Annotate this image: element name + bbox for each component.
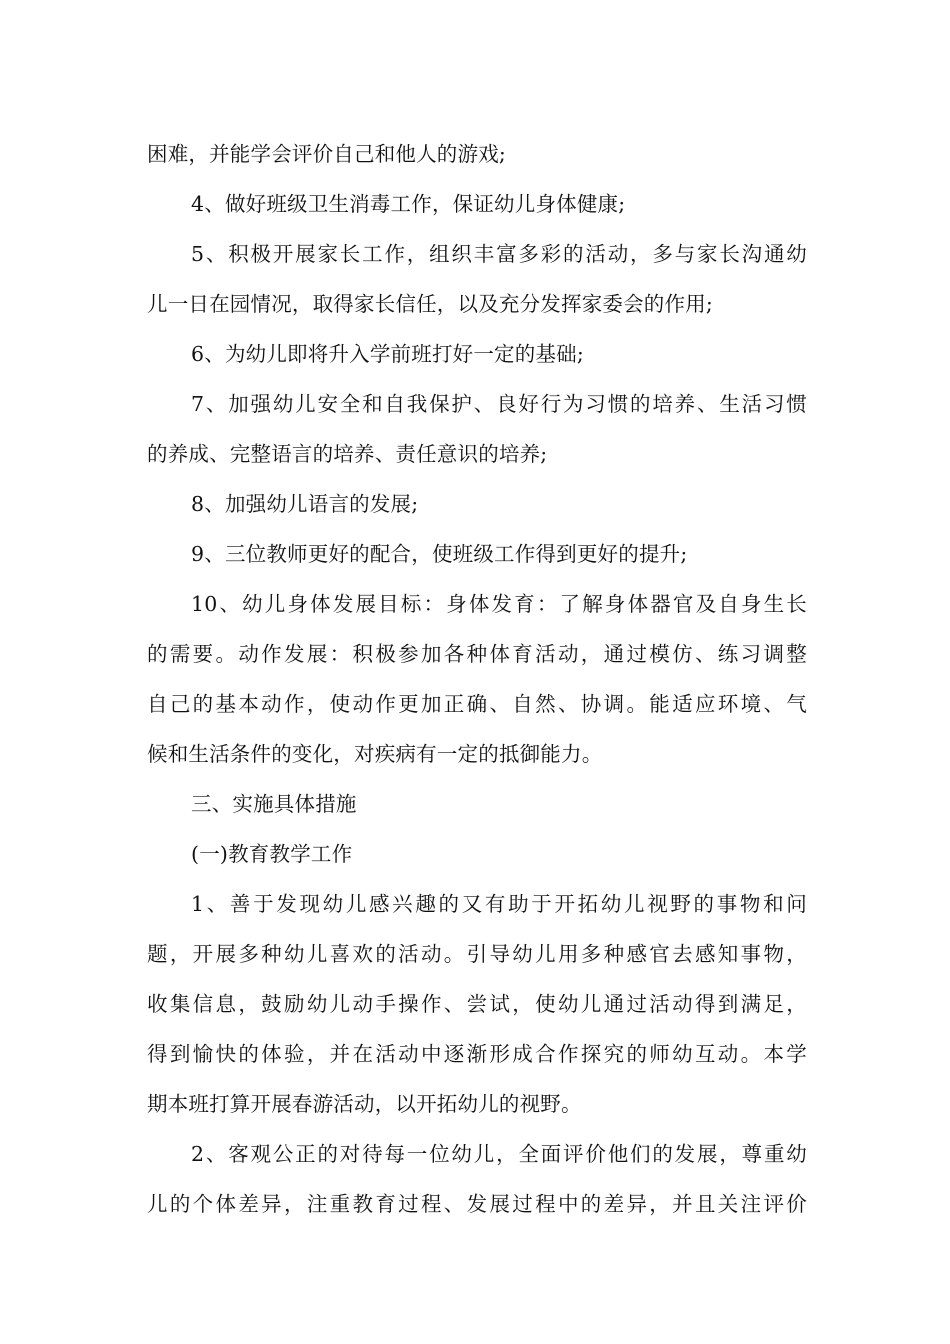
text-line: 6、为幼儿即将升入学前班打好一定的基础; bbox=[191, 342, 584, 366]
text-line: 期本班打算开展春游活动，以开拓幼儿的视野。 bbox=[147, 1092, 582, 1116]
text-line: 儿的个体差异，注重教育过程、发展过程中的差异，并且关注评价 bbox=[147, 1192, 807, 1216]
text-line: 的需要。动作发展：积极参加各种体育活动，通过模仿、练习调整 bbox=[147, 642, 807, 666]
text-line: 困难，并能学会评价自己和他人的游戏; bbox=[147, 142, 507, 166]
text-line: 4、做好班级卫生消毒工作，保证幼儿身体健康; bbox=[191, 192, 626, 216]
text-line: 儿一日在园情况，取得家长信任，以及充分发挥家委会的作用; bbox=[147, 292, 714, 316]
text-line: 的养成、完整语言的培养、责任意识的培养; bbox=[147, 442, 548, 466]
text-line: (一)教育教学工作 bbox=[191, 842, 353, 866]
text-line: 9、三位教师更好的配合，使班级工作得到更好的提升; bbox=[191, 542, 688, 566]
text-line: 候和生活条件的变化，对疾病有一定的抵御能力。 bbox=[147, 742, 603, 766]
text-line: 得到愉快的体验，并在活动中逐渐形成合作探究的师幼互动。本学 bbox=[147, 1042, 807, 1066]
text-line: 三、实施具体措施 bbox=[191, 792, 357, 816]
text-line: 题，开展多种幼儿喜欢的活动。引导幼儿用多种感官去感知事物， bbox=[147, 942, 807, 966]
text-line: 5、积极开展家长工作，组织丰富多彩的活动，多与家长沟通幼 bbox=[191, 242, 807, 266]
text-line: 1、善于发现幼儿感兴趣的又有助于开拓幼儿视野的事物和问 bbox=[191, 892, 807, 916]
text-line: 10、幼儿身体发展目标：身体发育：了解身体器官及自身生长 bbox=[191, 592, 807, 616]
text-line: 自己的基本动作，使动作更加正确、自然、协调。能适应环境、气 bbox=[147, 692, 807, 716]
text-line: 2、客观公正的对待每一位幼儿，全面评价他们的发展，尊重幼 bbox=[191, 1142, 807, 1166]
text-line: 8、加强幼儿语言的发展; bbox=[191, 492, 419, 516]
body-text bbox=[147, 129, 807, 1229]
text-line: 收集信息，鼓励幼儿动手操作、尝试，使幼儿通过活动得到满足， bbox=[147, 992, 807, 1016]
text-line: 7、加强幼儿安全和自我保护、良好行为习惯的培养、生活习惯 bbox=[191, 392, 807, 416]
